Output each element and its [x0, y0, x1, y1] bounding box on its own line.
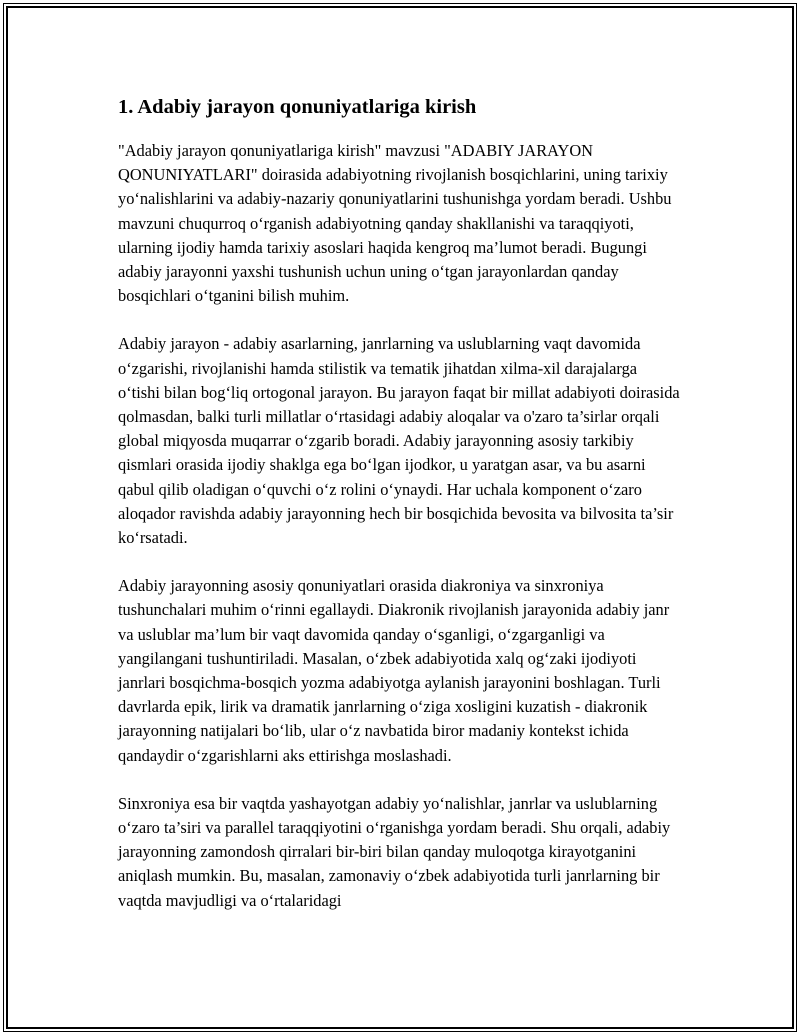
paragraph-literary-process-definition: Adabiy jarayon - adabiy asarlarning, janrlarning va uslublarning vaqt davomida o‘zgarishi, rivojlanishi hamda stilistik va tematik jihatdan xilma-xil darajalarga o‘tishi bilan bog‘liq ortogonal jarayon. Bu jarayon faqat bir millat adabiyoti doirasida qolmasdan, balki turli millatlar o‘rtasidagi adabiy aloqalar va o'zaro ta’sirlar orqali global miqyosda muqarrar o‘zgarib boradi. Adabiy jarayonning asosiy tarkibiy qismlari orasida ijodiy shaklga ega bo‘lgan ijodkor, u yaratgan asar, va bu asarni qabul qilib oladigan o‘quvchi o‘z rolini o‘ynaydi. Har uchala komponent o‘zaro aloqador ravishda adabiy jarayonning hech bir bosqichida bevosita va bilvosita ta’sir ko‘rsatadi.	[118, 334, 680, 548]
paragraph-diachrony: Adabiy jarayonning asosiy qonuniyatlari orasida diakroniya va sinxroniya tushunchalari muhim o‘rinni egallaydi. Diakronik rivojlanish jarayonida adabiy janr va uslublar ma’lum bir vaqt davomida qanday o‘sganligi, o‘zgarganligi va yangilangani tushuntiriladi. Masalan, o‘zbek adabiyotida xalq og‘zaki ijodiyoti janrlari bosqichma-bosqich yozma adabiyotga aylanish jarayonini boshlagan. Turli davrlarda epik, lirik va dramatik janrlarning o‘ziga xosligini kuzatish - diakronik jarayonning natijalari bo‘lib, ular o‘z navbatida biror madaniy kontekst ichida qandaydir o‘zgarishlarni aks ettirishga moslashadi.	[118, 576, 670, 765]
section-heading: 1. Adabiy jarayon qonuniyatlariga kirish	[118, 96, 477, 118]
paragraph-synchrony: Sinxroniya esa bir vaqtda yashayotgan adabiy yo‘nalishlar, janrlar va uslublarning o‘zaro ta’siri va parallel taraqqiyotini o‘rganishga yordam beradi. Shu orqali, adabiy jarayonning zamondosh qirralari bir-biri bilan qanday muloqotga kirayotganini aniqlash mumkin. Bu, masalan, zamonaviy o‘zbek adabiyotida turli janrlarning bir vaqtda mavjudligi va o‘rtalaridagi	[118, 793, 671, 910]
paragraph-introduction: "Adabiy jarayon qonuniyatlariga kirish" mavzusi "ADABIY JARAYON QONUNIYATLARI" doirasida adabiyotning rivojlanish bosqichlarini, uning tarixiy yo‘nalishlarini va adabiy-nazariy qonuniyatlarini tushunishga yordam beradi. Ushbu mavzuni chuqurroq o‘rganish adabiyotning qanday shakllanishi va taraqqiyoti, ularning ijodiy hamda tarixiy asoslari haqida kengroq ma’lumot beradi. Bugungi adabiy jarayonni yaxshi tushunish uchun uning o‘tgan jarayonlardan qanday bosqichlari o‘tganini bilish muhim.	[118, 141, 672, 306]
document-body	[118, 94, 682, 937]
